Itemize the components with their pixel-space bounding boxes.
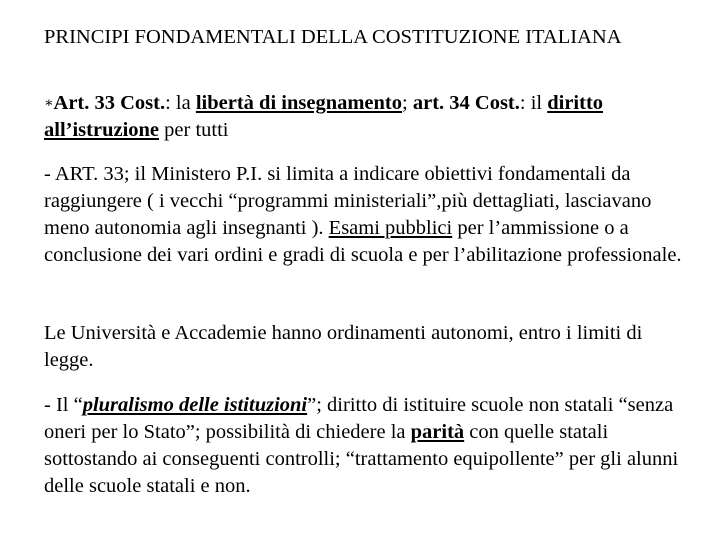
para1-text-a: - ART. 33; il Ministero P.I. si limita a indicare obiettivi fondamentali da raggiungere ( i vecchi “programmi ministeriali”,più dettagliati, lasciavano meno autonomia agli insegnanti ). [44,163,652,239]
paragraph-pluralismo [44,392,694,500]
art-sep-2: ; [402,92,413,114]
art34-label: art. 34 Cost. [412,92,520,114]
pluralismo-istituzioni-phrase: pluralismo delle istituzioni [82,394,308,416]
constitution-articles-line [44,90,694,144]
slide-title: PRINCIPI FONDAMENTALI DELLA COSTITUZIONE ITALIANA [44,26,622,48]
art-sep-3: : il [519,92,548,114]
art-tail: per tutti [159,119,229,141]
art33-label: Art. 33 Cost. [53,92,166,114]
para3-text-a: - Il “ [44,394,83,416]
parita-phrase: parità [410,421,465,443]
esami-pubblici-phrase: Esami pubblici [328,217,453,239]
paragraph-universita: Le Università e Accademie hanno ordinamenti autonomi, entro i limiti di legge. [44,322,643,371]
para3-text-b: ”; diritto di istituire scuole non statali “senza oneri per lo Stato”; possibilità di chiedere la [44,394,674,443]
paragraph-ministero [44,161,694,269]
para3-text-c: con quelle statali sottostando ai conseguenti controlli; “trattamento equipollente” per gli alunni delle scuole statali e non. [44,421,679,497]
bullet-icon: ∗ [44,96,54,111]
para1-text-b: per l’ammissione o a conclusione dei vari ordini e gradi di scuola e per l’abilitazione professionale. [44,217,682,266]
diritto-istruzione-phrase: diritto all’istruzione [44,92,604,141]
art-sep-1: : la [165,92,196,114]
liberta-insegnamento-phrase: libertà di insegnamento [195,92,403,114]
